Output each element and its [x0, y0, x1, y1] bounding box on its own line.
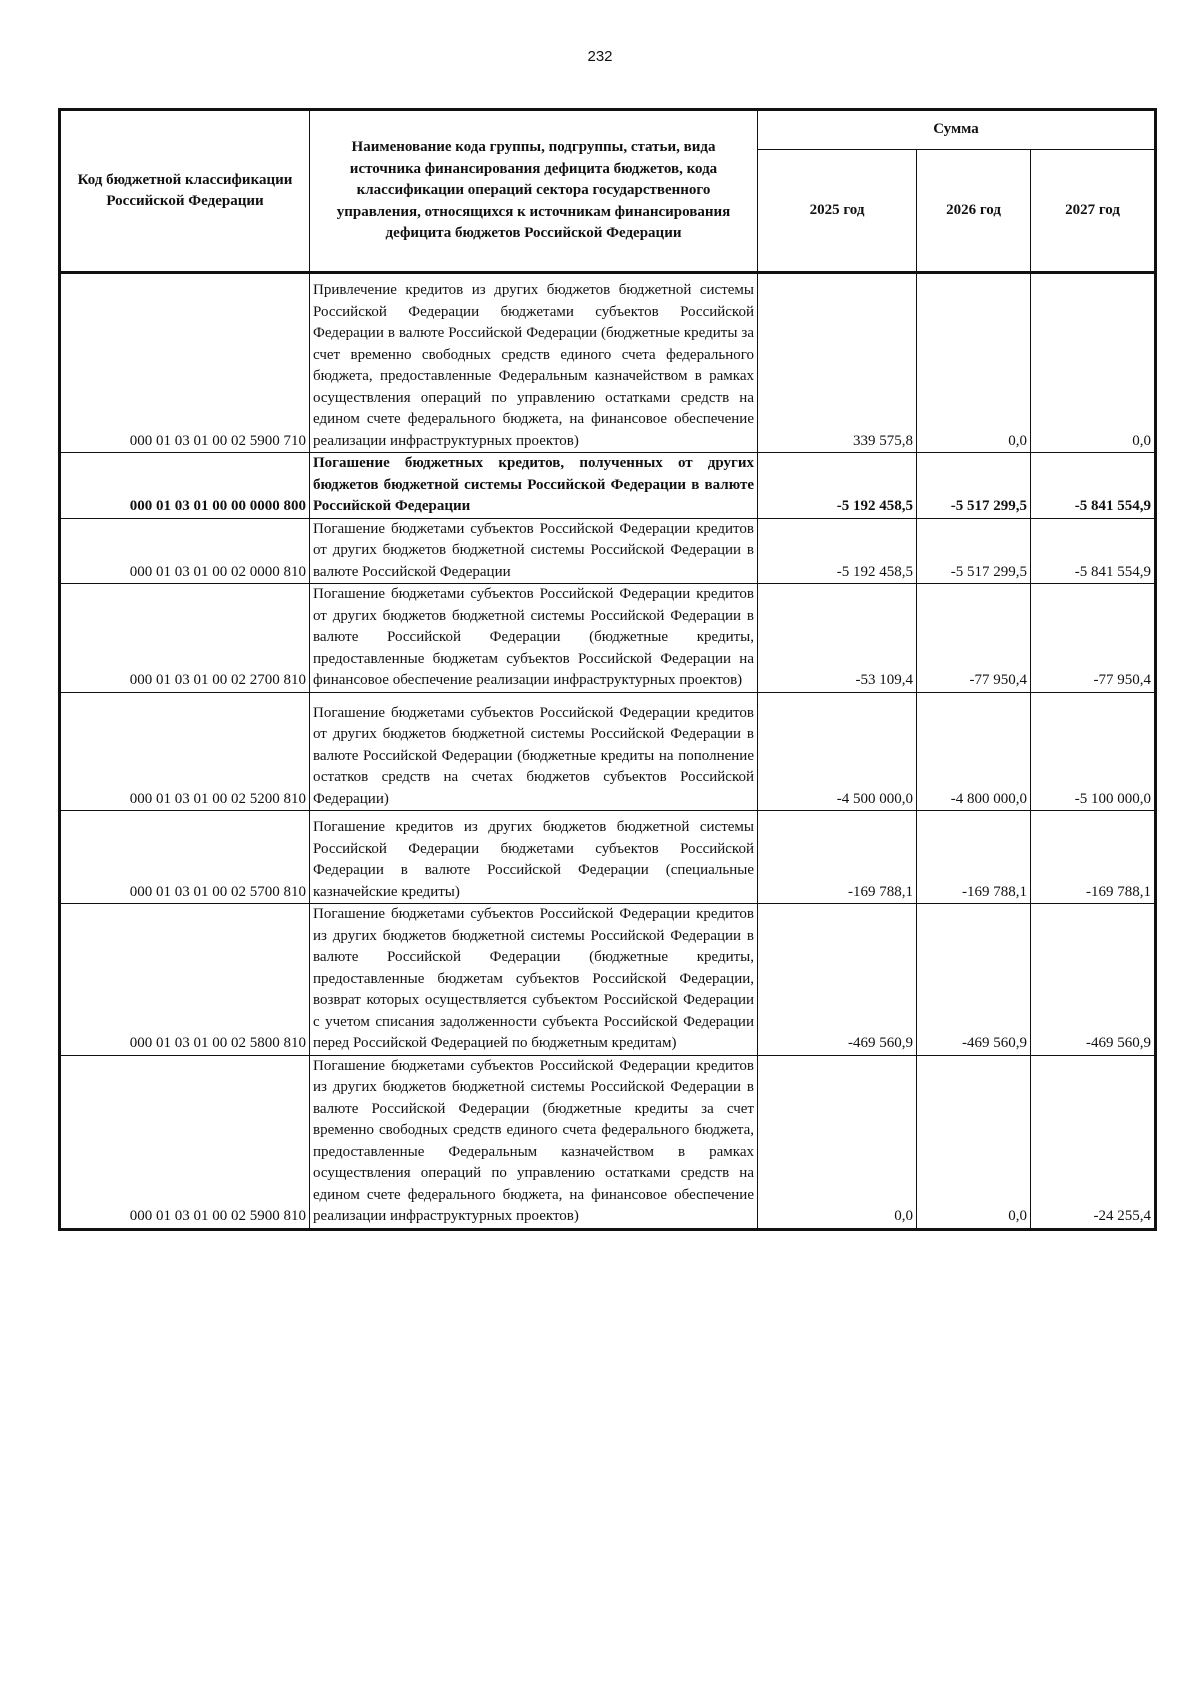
- row-value-2025: -4 500 000,0: [758, 692, 917, 811]
- row-value-2027: -469 560,9: [1031, 904, 1156, 1056]
- row-name: Погашение бюджетами субъектов Российской Федерации кредитов от других бюджетов бюджетной системы Российской Федерации в валюте Российской Федерации (бюджетные кредиты, предоставленные бюджетам субъектов Российской Федерации на финансовое обеспечение реализации инфраструктурных проектов): [310, 584, 758, 693]
- row-name: Погашение бюджетами субъектов Российской Федерации кредитов от других бюджетов бюджетной системы Российской Федерации в валюте Российской Федерации (бюджетные кредиты на пополнение остатков средств на счетах бюджетов субъектов Российской Федерации): [310, 692, 758, 811]
- table-row: [60, 518, 1156, 584]
- row-name: Погашение бюджетами субъектов Российской Федерации кредитов из других бюджетов бюджетной системы Российской Федерации в валюте Российской Федерации (бюджетные кредиты за счет временно свободных средств единого счета федерального бюджета, предоставленные Федеральным казначейством в рамках осуществления операций по управлению остатками средств на едином счете федерального бюджета, на финансовое обеспечение реализации инфраструктурных проектов): [310, 1055, 758, 1229]
- row-value-2025: -5 192 458,5: [758, 453, 917, 519]
- table-body: [60, 273, 1156, 1230]
- row-name: Погашение бюджетами субъектов Российской Федерации кредитов от других бюджетов бюджетной системы Российской Федерации в валюте Российской Федерации: [310, 518, 758, 584]
- row-value-2027: -169 788,1: [1031, 811, 1156, 904]
- budget-sources-table: [58, 108, 1157, 1231]
- table-row: [60, 584, 1156, 693]
- page-number: 232: [587, 48, 613, 65]
- row-code: 000 01 03 01 00 00 0000 800: [60, 453, 310, 519]
- row-value-2027: 0,0: [1031, 273, 1156, 453]
- row-value-2026: 0,0: [917, 1055, 1031, 1229]
- row-code: 000 01 03 01 00 02 5900 710: [60, 273, 310, 453]
- row-value-2026: 0,0: [917, 273, 1031, 453]
- table-row: [60, 692, 1156, 811]
- table-row: [60, 904, 1156, 1056]
- row-value-2025: -169 788,1: [758, 811, 917, 904]
- row-value-2025: -53 109,4: [758, 584, 917, 693]
- row-name: Погашение бюджетами субъектов Российской Федерации кредитов из других бюджетов бюджетной системы Российской Федерации в валюте Российской Федерации (бюджетные кредиты, предоставленные бюджетам субъектов Российской Федерации, возврат которых осуществляется субъектом Российской Федерации с учетом списания задолженности субъекта Российской Федерации перед Российской Федерацией по бюджетным кредитам): [310, 904, 758, 1056]
- row-value-2025: -5 192 458,5: [758, 518, 917, 584]
- row-name: Погашение кредитов из других бюджетов бюджетной системы Российской Федерации бюджетами субъектов Российской Федерации в валюте Российской Федерации (специальные казначейские кредиты): [310, 811, 758, 904]
- row-value-2025: 0,0: [758, 1055, 917, 1229]
- row-value-2025: -469 560,9: [758, 904, 917, 1056]
- column-header-name: Наименование кода группы, подгруппы, статьи, вида источника финансирования дефицита бюджетов, кода классификации операций сектора государственного управления, относящихся к источникам финансирования дефицита бюджетов Российской Федерации: [310, 110, 758, 273]
- table-row: [60, 273, 1156, 453]
- row-code: 000 01 03 01 00 02 5700 810: [60, 811, 310, 904]
- row-value-2026: -469 560,9: [917, 904, 1031, 1056]
- column-header-sum: Сумма: [758, 110, 1156, 150]
- row-value-2026: -4 800 000,0: [917, 692, 1031, 811]
- row-value-2027: -77 950,4: [1031, 584, 1156, 693]
- row-code: 000 01 03 01 00 02 0000 810: [60, 518, 310, 584]
- row-value-2026: -5 517 299,5: [917, 518, 1031, 584]
- row-code: 000 01 03 01 00 02 5800 810: [60, 904, 310, 1056]
- row-code: 000 01 03 01 00 02 2700 810: [60, 584, 310, 693]
- column-header-year-2026: 2026 год: [917, 150, 1031, 273]
- table-row: [60, 453, 1156, 519]
- table-row: [60, 1055, 1156, 1229]
- row-value-2026: -169 788,1: [917, 811, 1031, 904]
- row-value-2027: -5 841 554,9: [1031, 518, 1156, 584]
- row-value-2027: -5 841 554,9: [1031, 453, 1156, 519]
- row-value-2025: 339 575,8: [758, 273, 917, 453]
- row-value-2026: -77 950,4: [917, 584, 1031, 693]
- column-header-year-2025: 2025 год: [758, 150, 917, 273]
- row-value-2027: -5 100 000,0: [1031, 692, 1156, 811]
- row-name: Привлечение кредитов из других бюджетов бюджетной системы Российской Федерации бюджетами субъектов Российской Федерации в валюте Российской Федерации (бюджетные кредиты за счет временно свободных средств единого счета федерального бюджета, предоставленные Федеральным казначейством в рамках осуществления операций по управлению остатками средств на едином счете федерального бюджета, на финансовое обеспечение реализации инфраструктурных проектов): [310, 273, 758, 453]
- row-code: 000 01 03 01 00 02 5200 810: [60, 692, 310, 811]
- row-name: Погашение бюджетных кредитов, полученных от других бюджетов бюджетной системы Российской Федерации в валюте Российской Федерации: [310, 453, 758, 519]
- column-header-year-2027: 2027 год: [1031, 150, 1156, 273]
- table-header: [60, 110, 1156, 273]
- column-header-code: Код бюджетной классификации Российской Федерации: [60, 110, 310, 273]
- table-row: [60, 811, 1156, 904]
- row-value-2026: -5 517 299,5: [917, 453, 1031, 519]
- row-value-2027: -24 255,4: [1031, 1055, 1156, 1229]
- row-code: 000 01 03 01 00 02 5900 810: [60, 1055, 310, 1229]
